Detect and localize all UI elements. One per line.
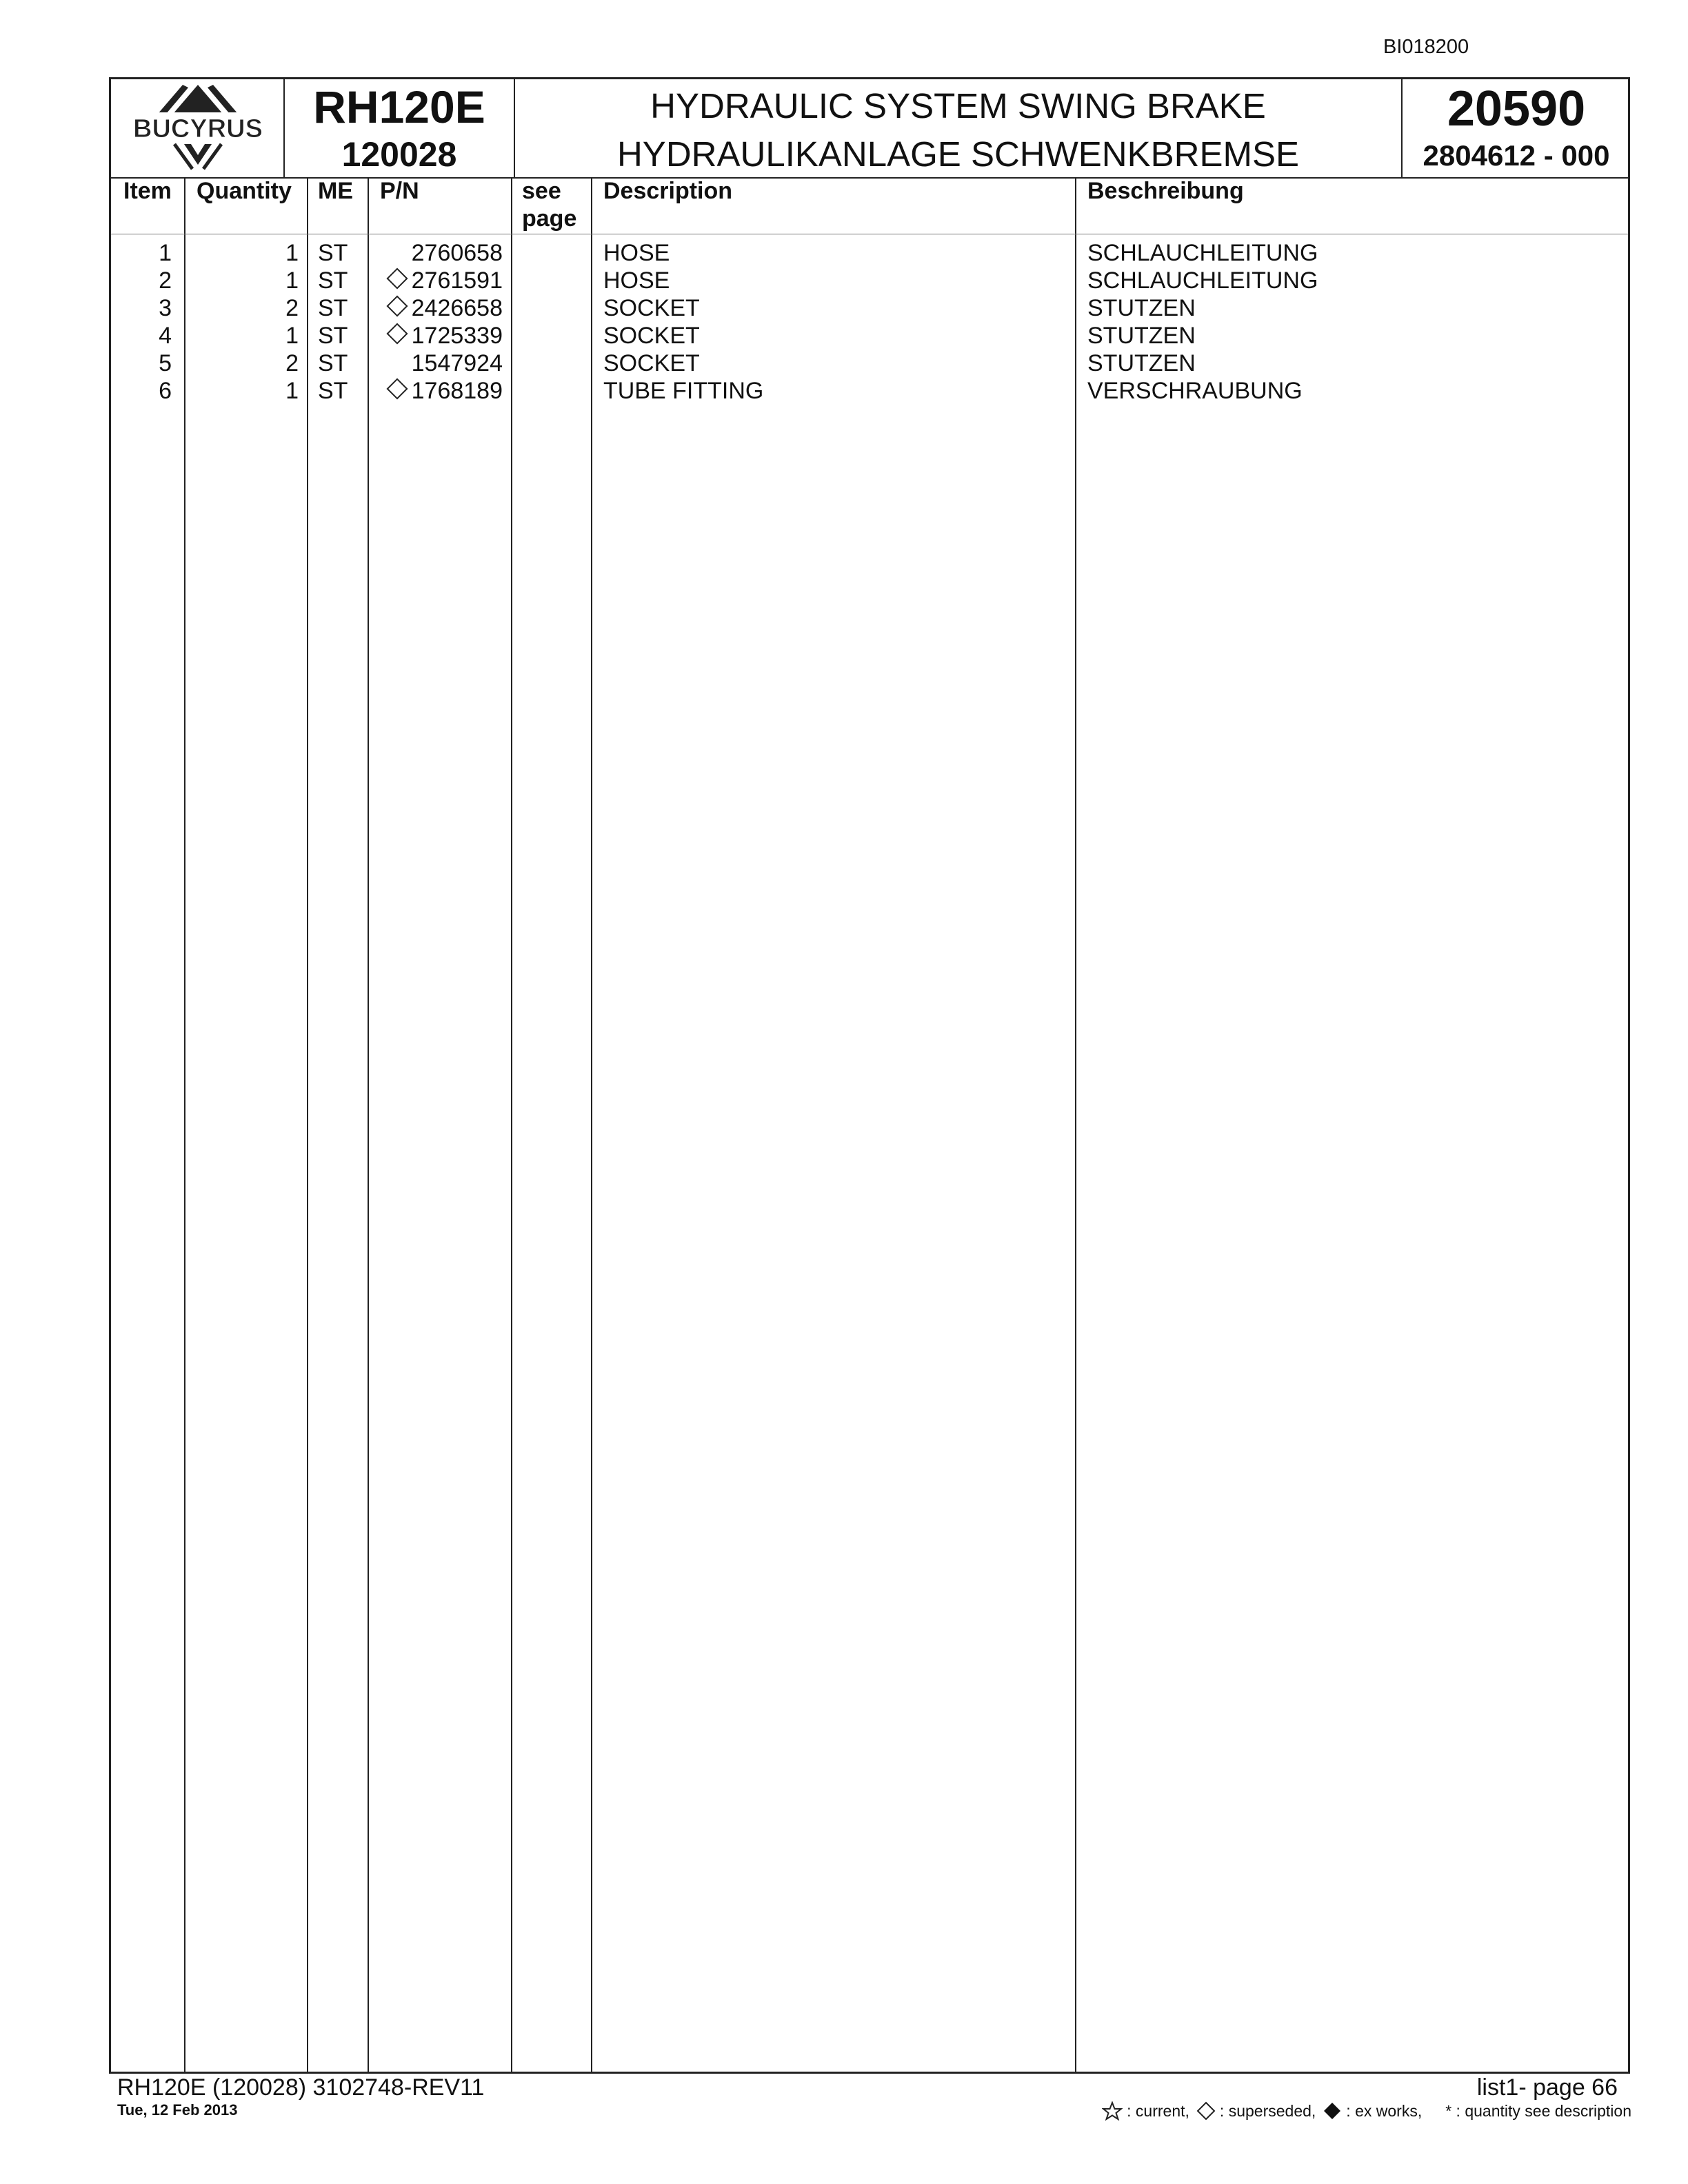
row-part-number (368, 350, 503, 377)
drawing-number: 2804612 - 000 (1423, 139, 1610, 172)
part-number-text: 1768189 (411, 378, 503, 404)
group-number: 20590 (1447, 81, 1586, 136)
column-header-me: ME (318, 178, 353, 204)
row-description: HOSE (603, 267, 670, 294)
superseded-diamond-icon (386, 323, 408, 344)
title-english: HYDRAULIC SYSTEM SWING BRAKE (650, 86, 1266, 125)
row-part-number (368, 377, 503, 405)
row-description: SOCKET (603, 323, 700, 349)
diamond-filled-icon (1323, 2101, 1342, 2121)
row-item-number: 1 (159, 240, 172, 266)
column-header-see-page: see page (522, 178, 577, 232)
part-number-text: 2761591 (411, 267, 503, 294)
diamond-outline-icon (1196, 2101, 1216, 2121)
row-beschreibung: STUTZEN (1087, 323, 1196, 349)
row-item-number: 3 (159, 295, 172, 321)
column-header-item: Item (123, 178, 172, 204)
column-divider (591, 177, 592, 2072)
row-quantity: 1 (285, 323, 299, 349)
header-band (111, 79, 1628, 179)
part-number-text: 1725339 (411, 323, 503, 349)
row-item-number: 6 (159, 378, 172, 404)
part-number-text: 1547924 (411, 350, 503, 376)
column-divider (368, 177, 369, 2072)
legend-superseded-label: : superseded, (1219, 2101, 1316, 2120)
column-divider (307, 177, 308, 2072)
row-part-number (368, 294, 503, 322)
footer-date: Tue, 12 Feb 2013 (117, 2101, 238, 2119)
column-header-quantity: Quantity (197, 178, 292, 204)
row-beschreibung: SCHLAUCHLEITUNG (1087, 240, 1318, 266)
row-quantity: 1 (285, 378, 299, 404)
column-header-pn: P/N (380, 178, 419, 204)
legend-ex-works-label: : ex works, (1346, 2101, 1423, 2120)
legend-current-label: : current, (1127, 2101, 1189, 2120)
row-quantity: 2 (285, 295, 299, 321)
row-beschreibung: STUTZEN (1087, 350, 1196, 376)
part-number-text: 2426658 (411, 295, 503, 321)
row-part-number (368, 322, 503, 350)
group-number-cell (1403, 79, 1630, 177)
row-quantity: 1 (285, 267, 299, 294)
symbol-legend (1095, 2101, 1631, 2121)
model-cell (285, 79, 515, 177)
column-divider (184, 177, 185, 2072)
bucyrus-logo (117, 82, 279, 174)
row-item-number: 2 (159, 267, 172, 294)
row-unit: ST (318, 240, 348, 266)
column-divider (511, 177, 512, 2072)
superseded-diamond-icon (386, 295, 408, 316)
title-german: HYDRAULIKANLAGE SCHWENKBREMSE (616, 134, 1300, 174)
row-description: SOCKET (603, 295, 700, 321)
superseded-diamond-icon (386, 267, 408, 289)
row-quantity: 2 (285, 350, 299, 376)
row-unit: ST (318, 378, 348, 404)
row-description: TUBE FITTING (603, 378, 764, 404)
document-code: BI018200 (1383, 36, 1469, 58)
parts-list-frame (109, 77, 1630, 2074)
row-item-number: 5 (159, 350, 172, 376)
star-outline-icon (1102, 2101, 1123, 2121)
title-cell (515, 79, 1403, 177)
row-description: SOCKET (603, 350, 700, 376)
row-part-number (368, 267, 503, 294)
column-divider (1075, 177, 1076, 2072)
part-number-text: 2760658 (411, 240, 503, 266)
logo-text: BUCYRUS (133, 114, 263, 143)
row-unit: ST (318, 323, 348, 349)
footer-page-number: list1- page 66 (1476, 2074, 1618, 2101)
row-beschreibung: SCHLAUCHLEITUNG (1087, 267, 1318, 294)
footer-document-reference: RH120E (120028) 3102748-REV11 (117, 2074, 485, 2101)
row-unit: ST (318, 267, 348, 294)
column-header-description: Description (603, 178, 733, 204)
row-description: HOSE (603, 240, 670, 266)
row-unit: ST (318, 350, 348, 376)
row-beschreibung: VERSCHRAUBUNG (1087, 378, 1303, 404)
legend-quantity-label: * : quantity see description (1445, 2101, 1631, 2120)
column-header-beschreibung: Beschreibung (1087, 178, 1244, 204)
logo-cell (111, 79, 285, 177)
superseded-diamond-icon (386, 378, 408, 399)
model-serial: 120028 (341, 135, 457, 174)
row-quantity: 1 (285, 240, 299, 266)
row-item-number: 4 (159, 323, 172, 349)
model-name: RH120E (313, 81, 485, 132)
row-part-number (368, 239, 503, 267)
row-beschreibung: STUTZEN (1087, 295, 1196, 321)
row-unit: ST (318, 295, 348, 321)
